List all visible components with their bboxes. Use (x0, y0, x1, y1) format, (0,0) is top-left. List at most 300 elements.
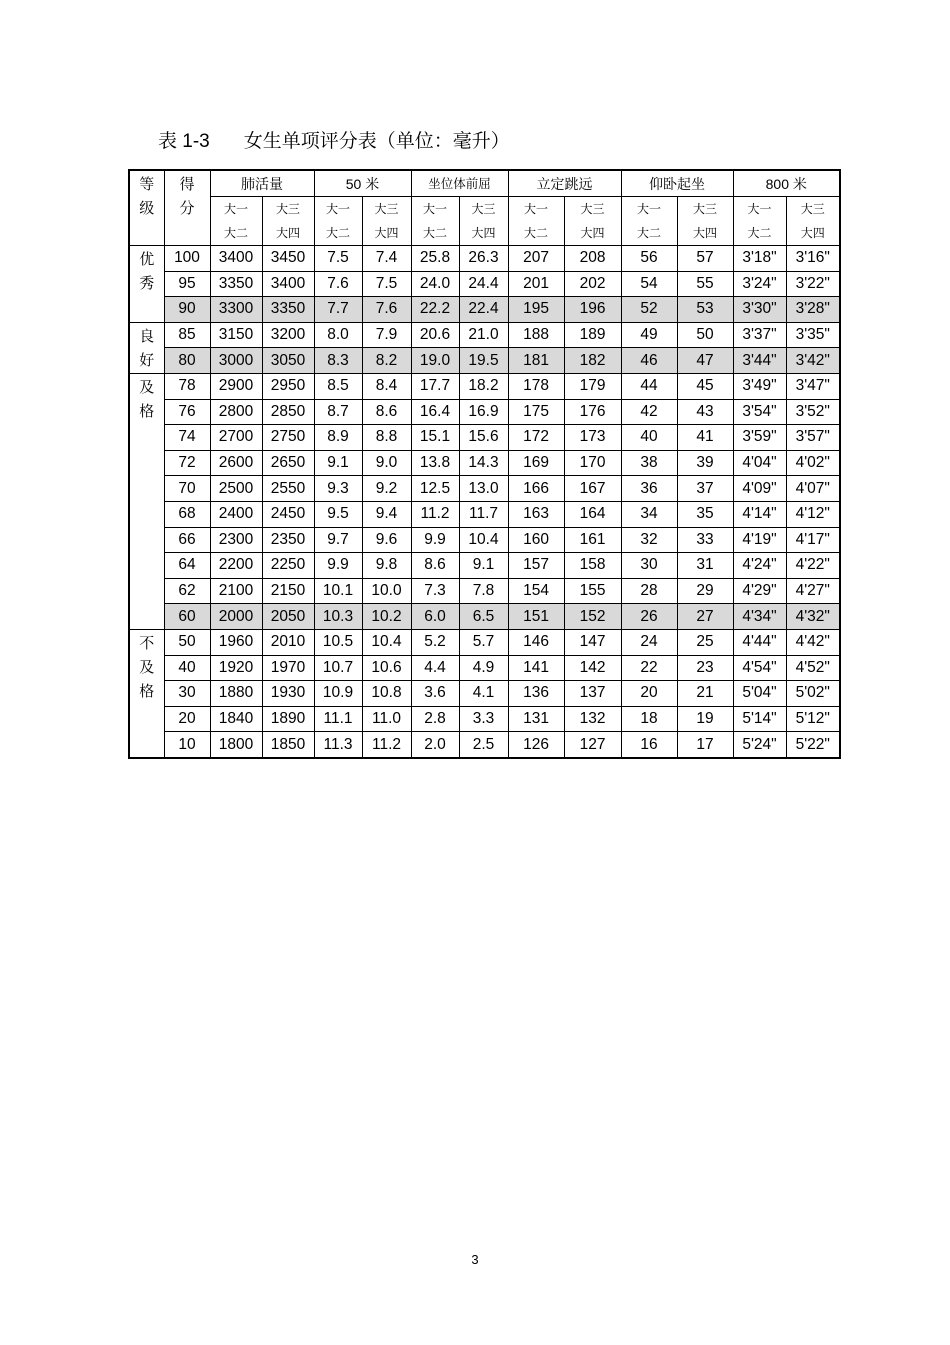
score-cell: 78 (164, 373, 210, 399)
value-cell: 5.2 (411, 629, 459, 655)
value-cell: 3'35" (786, 322, 840, 348)
value-cell: 160 (508, 527, 564, 553)
value-cell: 172 (508, 425, 564, 451)
item-header: 坐位体前屈 (411, 170, 508, 197)
score-cell: 30 (164, 681, 210, 707)
value-cell: 9.9 (411, 527, 459, 553)
value-cell: 3150 (210, 322, 262, 348)
value-cell: 4'27" (786, 578, 840, 604)
grade-year-label: 大三 (677, 197, 733, 222)
value-cell: 11.2 (411, 501, 459, 527)
value-cell: 5'22" (786, 732, 840, 758)
value-cell: 169 (508, 450, 564, 476)
table-row (129, 476, 840, 502)
value-cell: 19 (677, 706, 733, 732)
item-header: 肺活量 (210, 170, 314, 197)
value-cell: 8.7 (314, 399, 362, 425)
value-cell: 4'04" (733, 450, 786, 476)
value-cell: 2250 (262, 553, 314, 579)
value-cell: 196 (564, 297, 621, 323)
value-cell: 16 (621, 732, 677, 758)
table-row (129, 322, 840, 348)
value-cell: 181 (508, 348, 564, 374)
value-cell: 54 (621, 271, 677, 297)
value-cell: 11.1 (314, 706, 362, 732)
value-cell: 49 (621, 322, 677, 348)
value-cell: 11.0 (362, 706, 411, 732)
table-number: 表 1-3 (158, 131, 210, 152)
value-cell: 175 (508, 399, 564, 425)
value-cell: 29 (677, 578, 733, 604)
item-header: 仰卧起坐 (621, 170, 733, 197)
value-cell: 8.2 (362, 348, 411, 374)
value-cell: 5'04" (733, 681, 786, 707)
value-cell: 22 (621, 655, 677, 681)
value-cell: 38 (621, 450, 677, 476)
value-cell: 8.0 (314, 322, 362, 348)
value-cell: 2750 (262, 425, 314, 451)
header-row (129, 170, 840, 197)
value-cell: 53 (677, 297, 733, 323)
item-header: 立定跳远 (508, 170, 621, 197)
score-cell: 85 (164, 322, 210, 348)
table-row (129, 578, 840, 604)
value-cell: 4'09" (733, 476, 786, 502)
value-cell: 3'18" (733, 246, 786, 272)
value-cell: 10.6 (362, 655, 411, 681)
value-cell: 4'54" (733, 655, 786, 681)
score-cell: 72 (164, 450, 210, 476)
value-cell: 4'12" (786, 501, 840, 527)
value-cell: 170 (564, 450, 621, 476)
value-cell: 154 (508, 578, 564, 604)
value-cell: 45 (677, 373, 733, 399)
value-cell: 22.2 (411, 297, 459, 323)
value-cell: 3'52" (786, 399, 840, 425)
value-cell: 21 (677, 681, 733, 707)
value-cell: 25 (677, 629, 733, 655)
value-cell: 3200 (262, 322, 314, 348)
value-cell: 1960 (210, 629, 262, 655)
value-cell: 4'24" (733, 553, 786, 579)
value-cell: 23 (677, 655, 733, 681)
value-cell: 10.0 (362, 578, 411, 604)
value-cell: 2950 (262, 373, 314, 399)
value-cell: 11.2 (362, 732, 411, 758)
value-cell: 1850 (262, 732, 314, 758)
table-row (129, 681, 840, 707)
score-cell: 10 (164, 732, 210, 758)
value-cell: 3000 (210, 348, 262, 374)
value-cell: 44 (621, 373, 677, 399)
value-cell: 8.6 (362, 399, 411, 425)
value-cell: 9.4 (362, 501, 411, 527)
value-cell: 2100 (210, 578, 262, 604)
value-cell: 2800 (210, 399, 262, 425)
value-cell: 2500 (210, 476, 262, 502)
value-cell: 3450 (262, 246, 314, 272)
grade-label: 良 好 (129, 322, 164, 373)
value-cell: 39 (677, 450, 733, 476)
subheader-row (129, 197, 840, 222)
grade-year-label: 大二 (508, 221, 564, 246)
value-cell: 10.2 (362, 604, 411, 630)
value-cell: 152 (564, 604, 621, 630)
value-cell: 18.2 (459, 373, 508, 399)
table-row (129, 297, 840, 323)
value-cell: 20.6 (411, 322, 459, 348)
table-row (129, 246, 840, 272)
value-cell: 6.5 (459, 604, 508, 630)
value-cell: 3'37" (733, 322, 786, 348)
score-cell: 90 (164, 297, 210, 323)
table-row (129, 553, 840, 579)
table-row (129, 399, 840, 425)
grade-year-label: 大一 (411, 197, 459, 222)
table-row (129, 527, 840, 553)
value-cell: 3'16" (786, 246, 840, 272)
value-cell: 151 (508, 604, 564, 630)
value-cell: 57 (677, 246, 733, 272)
value-cell: 3'30" (733, 297, 786, 323)
grade-year-label: 大二 (733, 221, 786, 246)
table-row (129, 348, 840, 374)
value-cell: 9.7 (314, 527, 362, 553)
value-cell: 10.5 (314, 629, 362, 655)
value-cell: 167 (564, 476, 621, 502)
value-cell: 2550 (262, 476, 314, 502)
value-cell: 3.3 (459, 706, 508, 732)
value-cell: 7.5 (362, 271, 411, 297)
value-cell: 2.5 (459, 732, 508, 758)
table-row (129, 732, 840, 758)
value-cell: 4'32" (786, 604, 840, 630)
value-cell: 8.4 (362, 373, 411, 399)
grade-year-label: 大二 (314, 221, 362, 246)
grade-year-label: 大一 (508, 197, 564, 222)
value-cell: 195 (508, 297, 564, 323)
value-cell: 3400 (262, 271, 314, 297)
value-cell: 2350 (262, 527, 314, 553)
score-cell: 20 (164, 706, 210, 732)
value-cell: 147 (564, 629, 621, 655)
value-cell: 11.3 (314, 732, 362, 758)
value-cell: 7.5 (314, 246, 362, 272)
value-cell: 3'22" (786, 271, 840, 297)
value-cell: 15.1 (411, 425, 459, 451)
value-cell: 56 (621, 246, 677, 272)
value-cell: 19.0 (411, 348, 459, 374)
value-cell: 4'19" (733, 527, 786, 553)
grade-year-label: 大二 (210, 221, 262, 246)
value-cell: 5'14" (733, 706, 786, 732)
value-cell: 8.6 (411, 553, 459, 579)
value-cell: 18 (621, 706, 677, 732)
value-cell: 2450 (262, 501, 314, 527)
value-cell: 3'47" (786, 373, 840, 399)
value-cell: 13.8 (411, 450, 459, 476)
value-cell: 158 (564, 553, 621, 579)
value-cell: 207 (508, 246, 564, 272)
grade-label: 及 格 (129, 373, 164, 629)
value-cell: 4'14" (733, 501, 786, 527)
grade-year-label: 大三 (564, 197, 621, 222)
value-cell: 2600 (210, 450, 262, 476)
grade-year-label: 大四 (262, 221, 314, 246)
value-cell: 7.4 (362, 246, 411, 272)
value-cell: 9.8 (362, 553, 411, 579)
value-cell: 131 (508, 706, 564, 732)
value-cell: 182 (564, 348, 621, 374)
table-row (129, 501, 840, 527)
score-cell: 70 (164, 476, 210, 502)
value-cell: 7.8 (459, 578, 508, 604)
value-cell: 2700 (210, 425, 262, 451)
value-cell: 9.0 (362, 450, 411, 476)
value-cell: 127 (564, 732, 621, 758)
value-cell: 13.0 (459, 476, 508, 502)
grade-year-label: 大三 (262, 197, 314, 222)
grade-year-label: 大四 (564, 221, 621, 246)
value-cell: 24.0 (411, 271, 459, 297)
value-cell: 137 (564, 681, 621, 707)
value-cell: 3.6 (411, 681, 459, 707)
value-cell: 202 (564, 271, 621, 297)
score-cell: 50 (164, 629, 210, 655)
value-cell: 9.9 (314, 553, 362, 579)
value-cell: 15.6 (459, 425, 508, 451)
value-cell: 2010 (262, 629, 314, 655)
score-cell: 60 (164, 604, 210, 630)
grade-year-label: 大三 (459, 197, 508, 222)
value-cell: 9.2 (362, 476, 411, 502)
value-cell: 16.4 (411, 399, 459, 425)
table-row (129, 655, 840, 681)
value-cell: 1880 (210, 681, 262, 707)
value-cell: 173 (564, 425, 621, 451)
value-cell: 4'22" (786, 553, 840, 579)
value-cell: 9.1 (459, 553, 508, 579)
value-cell: 28 (621, 578, 677, 604)
value-cell: 2150 (262, 578, 314, 604)
grade-year-label: 大二 (411, 221, 459, 246)
value-cell: 2000 (210, 604, 262, 630)
score-table (128, 169, 841, 759)
value-cell: 188 (508, 322, 564, 348)
value-cell: 3400 (210, 246, 262, 272)
table-row (129, 373, 840, 399)
value-cell: 36 (621, 476, 677, 502)
value-cell: 8.5 (314, 373, 362, 399)
value-cell: 37 (677, 476, 733, 502)
value-cell: 27 (677, 604, 733, 630)
value-cell: 8.8 (362, 425, 411, 451)
value-cell: 2400 (210, 501, 262, 527)
value-cell: 32 (621, 527, 677, 553)
value-cell: 4'07" (786, 476, 840, 502)
value-cell: 26 (621, 604, 677, 630)
value-cell: 146 (508, 629, 564, 655)
value-cell: 10.7 (314, 655, 362, 681)
table-title: 女生单项评分表（单位：毫升） (243, 131, 510, 152)
value-cell: 163 (508, 501, 564, 527)
value-cell: 5'12" (786, 706, 840, 732)
value-cell: 16.9 (459, 399, 508, 425)
value-cell: 142 (564, 655, 621, 681)
value-cell: 7.6 (314, 271, 362, 297)
value-cell: 3300 (210, 297, 262, 323)
value-cell: 52 (621, 297, 677, 323)
table-row (129, 706, 840, 732)
score-cell: 66 (164, 527, 210, 553)
value-cell: 4.9 (459, 655, 508, 681)
value-cell: 7.6 (362, 297, 411, 323)
value-cell: 2.8 (411, 706, 459, 732)
value-cell: 4'17" (786, 527, 840, 553)
table-row (129, 425, 840, 451)
value-cell: 3050 (262, 348, 314, 374)
value-cell: 10.1 (314, 578, 362, 604)
value-cell: 3'24" (733, 271, 786, 297)
value-cell: 201 (508, 271, 564, 297)
table-row (129, 629, 840, 655)
value-cell: 5.7 (459, 629, 508, 655)
value-cell: 1840 (210, 706, 262, 732)
value-cell: 2.0 (411, 732, 459, 758)
value-cell: 26.3 (459, 246, 508, 272)
value-cell: 35 (677, 501, 733, 527)
value-cell: 2900 (210, 373, 262, 399)
value-cell: 10.4 (459, 527, 508, 553)
grade-year-label: 大四 (677, 221, 733, 246)
value-cell: 20 (621, 681, 677, 707)
value-cell: 4'44" (733, 629, 786, 655)
grade-year-label: 大四 (459, 221, 508, 246)
value-cell: 157 (508, 553, 564, 579)
value-cell: 164 (564, 501, 621, 527)
value-cell: 166 (508, 476, 564, 502)
value-cell: 3'44" (733, 348, 786, 374)
value-cell: 3350 (262, 297, 314, 323)
value-cell: 3'57" (786, 425, 840, 451)
item-header: 800 米 (733, 170, 840, 197)
value-cell: 10.3 (314, 604, 362, 630)
grade-year-label: 大一 (210, 197, 262, 222)
table-caption (158, 126, 510, 153)
score-cell: 80 (164, 348, 210, 374)
value-cell: 2050 (262, 604, 314, 630)
value-cell: 9.1 (314, 450, 362, 476)
value-cell: 21.0 (459, 322, 508, 348)
score-cell: 68 (164, 501, 210, 527)
value-cell: 24.4 (459, 271, 508, 297)
value-cell: 40 (621, 425, 677, 451)
value-cell: 2300 (210, 527, 262, 553)
table-row (129, 271, 840, 297)
value-cell: 8.9 (314, 425, 362, 451)
table-row (129, 450, 840, 476)
value-cell: 176 (564, 399, 621, 425)
value-cell: 4.4 (411, 655, 459, 681)
value-cell: 7.7 (314, 297, 362, 323)
value-cell: 1970 (262, 655, 314, 681)
value-cell: 178 (508, 373, 564, 399)
score-cell: 62 (164, 578, 210, 604)
value-cell: 17.7 (411, 373, 459, 399)
value-cell: 25.8 (411, 246, 459, 272)
value-cell: 30 (621, 553, 677, 579)
value-cell: 1930 (262, 681, 314, 707)
value-cell: 46 (621, 348, 677, 374)
value-cell: 7.3 (411, 578, 459, 604)
value-cell: 1920 (210, 655, 262, 681)
value-cell: 10.4 (362, 629, 411, 655)
value-cell: 2650 (262, 450, 314, 476)
value-cell: 31 (677, 553, 733, 579)
value-cell: 2850 (262, 399, 314, 425)
grade-year-label: 大二 (621, 221, 677, 246)
value-cell: 10.8 (362, 681, 411, 707)
page-number: 3 (471, 1252, 479, 1267)
value-cell: 161 (564, 527, 621, 553)
value-cell: 55 (677, 271, 733, 297)
value-cell: 6.0 (411, 604, 459, 630)
score-cell: 95 (164, 271, 210, 297)
value-cell: 3'49" (733, 373, 786, 399)
value-cell: 189 (564, 322, 621, 348)
value-cell: 1800 (210, 732, 262, 758)
value-cell: 126 (508, 732, 564, 758)
grade-year-label: 大三 (362, 197, 411, 222)
grade-label: 优 秀 (129, 246, 164, 323)
value-cell: 19.5 (459, 348, 508, 374)
value-cell: 12.5 (411, 476, 459, 502)
value-cell: 17 (677, 732, 733, 758)
subheader-row (129, 221, 840, 246)
value-cell: 11.7 (459, 501, 508, 527)
value-cell: 3350 (210, 271, 262, 297)
value-cell: 3'42" (786, 348, 840, 374)
value-cell: 50 (677, 322, 733, 348)
value-cell: 4'29" (733, 578, 786, 604)
value-cell: 4.1 (459, 681, 508, 707)
score-cell: 40 (164, 655, 210, 681)
score-cell: 76 (164, 399, 210, 425)
value-cell: 22.4 (459, 297, 508, 323)
value-cell: 42 (621, 399, 677, 425)
value-cell: 8.3 (314, 348, 362, 374)
value-cell: 3'28" (786, 297, 840, 323)
value-cell: 9.3 (314, 476, 362, 502)
value-cell: 9.5 (314, 501, 362, 527)
value-cell: 5'02" (786, 681, 840, 707)
grade-year-label: 大四 (786, 221, 840, 246)
value-cell: 141 (508, 655, 564, 681)
value-cell: 4'02" (786, 450, 840, 476)
score-cell: 64 (164, 553, 210, 579)
value-cell: 10.9 (314, 681, 362, 707)
grade-header: 等 级 (129, 170, 164, 246)
item-header: 50 米 (314, 170, 411, 197)
value-cell: 155 (564, 578, 621, 604)
value-cell: 136 (508, 681, 564, 707)
value-cell: 4'34" (733, 604, 786, 630)
grade-label: 不 及 格 (129, 629, 164, 757)
value-cell: 43 (677, 399, 733, 425)
value-cell: 34 (621, 501, 677, 527)
value-cell: 9.6 (362, 527, 411, 553)
value-cell: 208 (564, 246, 621, 272)
